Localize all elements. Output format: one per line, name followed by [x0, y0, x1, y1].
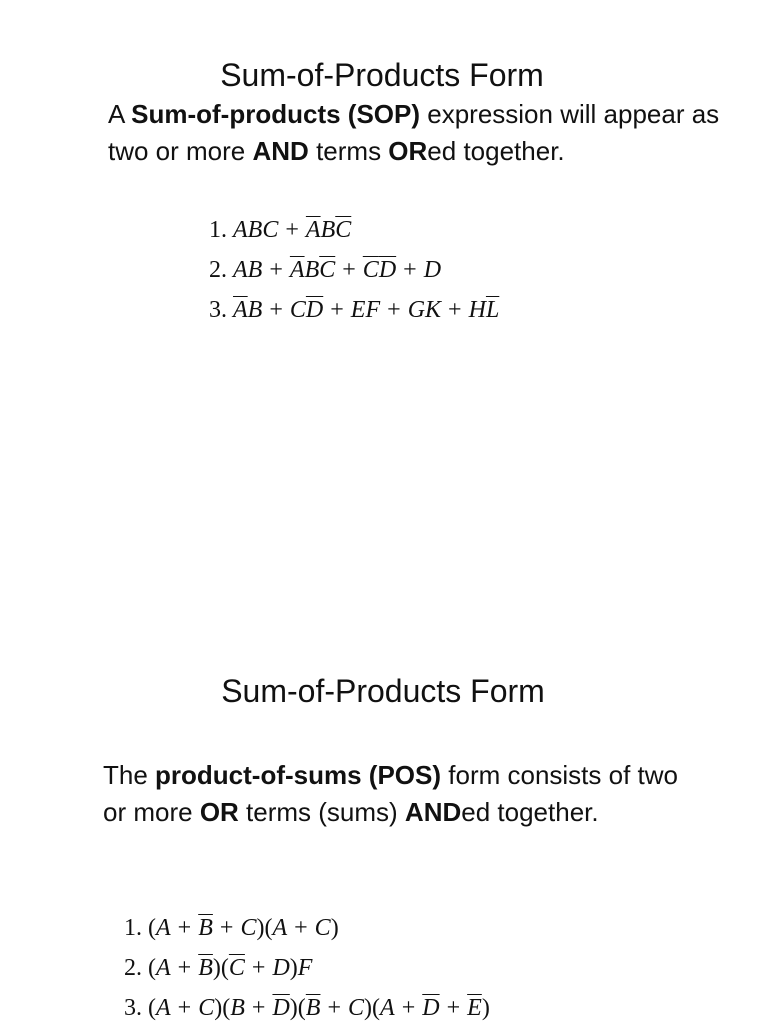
text-run: ed together.	[461, 797, 599, 827]
bold-term: product-of-sums (POS)	[155, 760, 442, 790]
expression-text: $(A + C)(B + \overline{D})(\overline{B} + C)(A + \overline{D} + \overline{E})$	[148, 995, 490, 1021]
expression-list	[209, 210, 499, 330]
expression-item	[124, 948, 490, 988]
slide-title: Sum-of-Products Form	[220, 57, 544, 93]
expression-text: AB + $\overline{A}B\overline{C} + \overline{C}\overline{D} + D$	[233, 257, 442, 283]
expression-text: $(A + \overline{B} + C)(A + C)$	[148, 915, 339, 941]
expression-number: 1.	[124, 915, 142, 941]
expression-number: 1.	[209, 217, 227, 243]
bold-term: OR	[388, 136, 428, 166]
text-run: ed together.	[427, 136, 565, 166]
expression-number: 2.	[209, 257, 227, 283]
text-run: The	[103, 760, 156, 790]
text-run: expression will appear as two or more	[108, 99, 720, 166]
bold-term: AND	[404, 797, 462, 827]
expression-item	[209, 250, 499, 290]
text-run: terms	[308, 136, 389, 166]
text-run: A	[108, 99, 132, 129]
slide-pos	[0, 512, 768, 1024]
expression-text: ABC + $\overline{A}B\overline{C}$	[233, 217, 352, 243]
expression-item	[209, 210, 499, 250]
expression-number: 3.	[209, 297, 227, 323]
expression-text: $\overline{A}B + C\overline{D}$ + EF + GK + $H\overline{L}$	[233, 297, 500, 323]
bold-term: Sum-of-products (SOP)	[131, 99, 421, 129]
expression-item	[124, 988, 490, 1028]
slide-paragraph	[108, 96, 748, 170]
text-run: form consists of two or more	[103, 760, 678, 827]
slide-paragraph	[103, 757, 703, 831]
expression-list	[124, 908, 490, 1028]
text-run: terms (sums)	[238, 797, 405, 827]
expression-item	[209, 290, 499, 330]
expression-number: 3.	[124, 995, 142, 1021]
slide-title: Sum-of-Products Form	[221, 673, 545, 709]
expression-text: $(A + \overline{B})(\overline{C} + D)F$	[148, 955, 313, 981]
expression-item	[124, 908, 490, 948]
bold-term: AND	[252, 136, 309, 166]
expression-number: 2.	[124, 955, 142, 981]
bold-term: OR	[199, 797, 239, 827]
slide-sop	[0, 0, 768, 512]
